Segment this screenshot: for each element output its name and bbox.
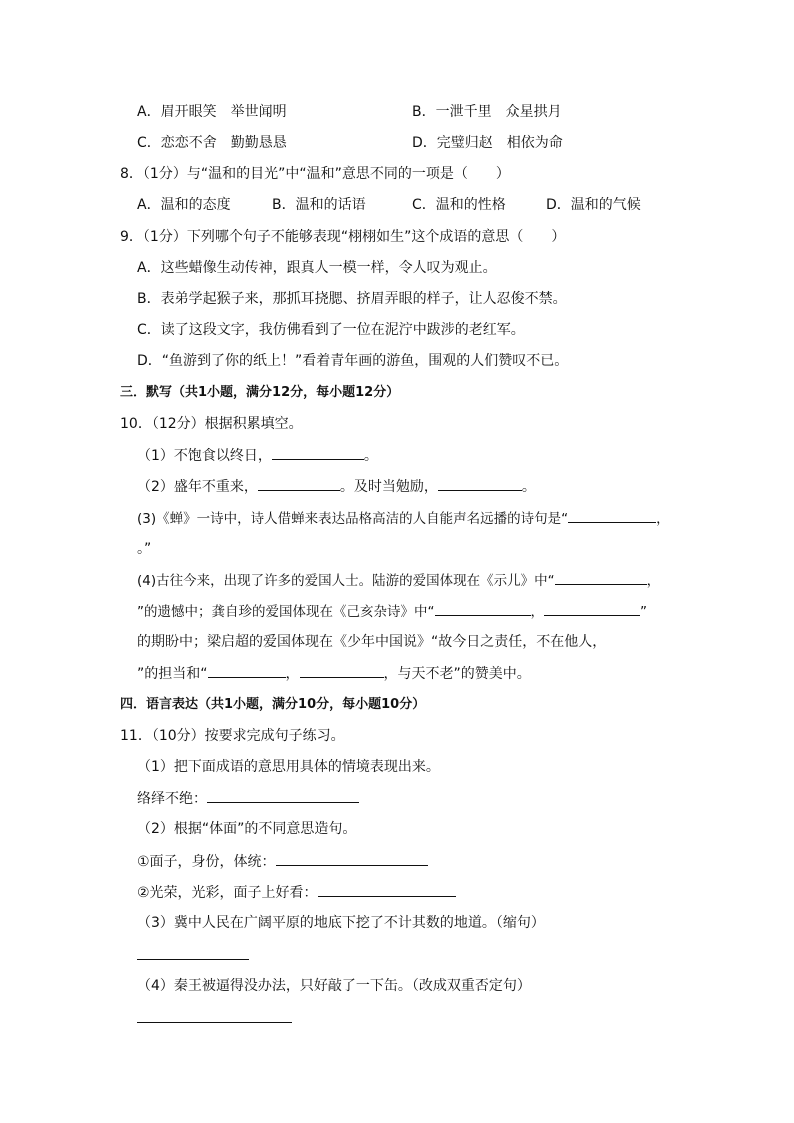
q8-option-d: D．温和的气候 xyxy=(546,197,641,213)
q8-option-a: A．温和的态度 xyxy=(137,197,231,213)
q11-stem: 11．（10分）按要求完成句子练习。 xyxy=(120,728,345,744)
q11-part3-answer-line xyxy=(137,945,249,960)
q10-part4-cont1: ”的遗憾中；龚自珍的爱国体现在《己亥杂诗》中“ ， ” xyxy=(137,601,647,622)
q7-option-d: D．完璧归赵 相依为命 xyxy=(412,135,563,151)
q10-part4: (4)古往今来，出现了许多的爱国人士。陆游的爱国体现在《示儿》中“ ， xyxy=(137,570,660,591)
q8-option-b: B．温和的话语 xyxy=(272,197,366,213)
q7-option-c: C．恋恋不舍 勤勤恳恳 xyxy=(137,135,287,151)
q11-part4-answer-line xyxy=(137,1008,292,1023)
q9-option-b: B．表弟学起猴子来，那抓耳挠腮、挤眉弄眼的样子，让人忍俊不禁。 xyxy=(137,291,567,307)
q9-option-c: C．读了这段文字，我仿佛看到了一位在泥泞中跋涉的老红军。 xyxy=(137,322,525,338)
q10-part1: （1）不饱食以终日， 。 xyxy=(137,445,378,466)
q11-part1: （1）把下面成语的意思用具体的情境表现出来。 xyxy=(137,759,440,775)
q10-part3: (3)《蝉》一诗中，诗人借蝉来表达品格高洁的人自能声名远播的诗句是“ ， xyxy=(137,508,670,529)
section-4-heading: 四．语言表达（共1小题，满分10分，每小题10分） xyxy=(120,697,426,712)
q9-option-a: A．这些蜡像生动传神，跟真人一模一样，令人叹为观止。 xyxy=(137,260,497,276)
q11-part2-item2: ②光荣，光彩，面子上好看： xyxy=(137,882,456,903)
q9-option-d: D．“鱼游到了你的纸上！”看着青年画的游鱼，围观的人们赞叹不已。 xyxy=(137,353,569,369)
q7-option-b: B．一泄千里 众星拱月 xyxy=(412,104,562,120)
q11-part2: （2）根据“体面”的不同意思造句。 xyxy=(137,821,357,837)
q7-option-a: A．眉开眼笑 举世闻明 xyxy=(137,104,287,120)
q11-part1-item: 络绎不绝： xyxy=(137,788,359,809)
q10-part2: （2）盛年不重来， 。及时当勉励， 。 xyxy=(137,476,536,497)
q11-part2-item1: ①面子，身份，体统： xyxy=(137,851,428,872)
section-3-heading: 三．默写（共1小题，满分12分，每小题12分） xyxy=(120,385,400,400)
q10-part4-cont3: ”的担当和“ ， ，与天不老”的赞美中。 xyxy=(137,663,531,684)
q10-stem: 10．（12分）根据积累填空。 xyxy=(120,416,303,432)
q11-part3: （3）冀中人民在广阔平原的地底下挖了不计其数的地道。（缩句） xyxy=(137,915,545,931)
q10-part4-cont2: 的期盼中；梁启超的爱国体现在《少年中国说》“故今日之责任，不在他人， xyxy=(137,634,607,650)
q9-stem: 9．（1分）下列哪个句子不能够表现“栩栩如生”这个成语的意思（ ） xyxy=(120,229,566,245)
q11-part4: （4）秦王被逼得没办法，只好敲了一下缶。（改成双重否定句） xyxy=(137,978,531,994)
q8-option-c: C．温和的性格 xyxy=(412,197,506,213)
q10-part3-cont: 。” xyxy=(137,541,152,557)
q8-stem: 8．（1分）与“温和的目光”中“温和”意思不同的一项是（ ） xyxy=(120,166,510,182)
